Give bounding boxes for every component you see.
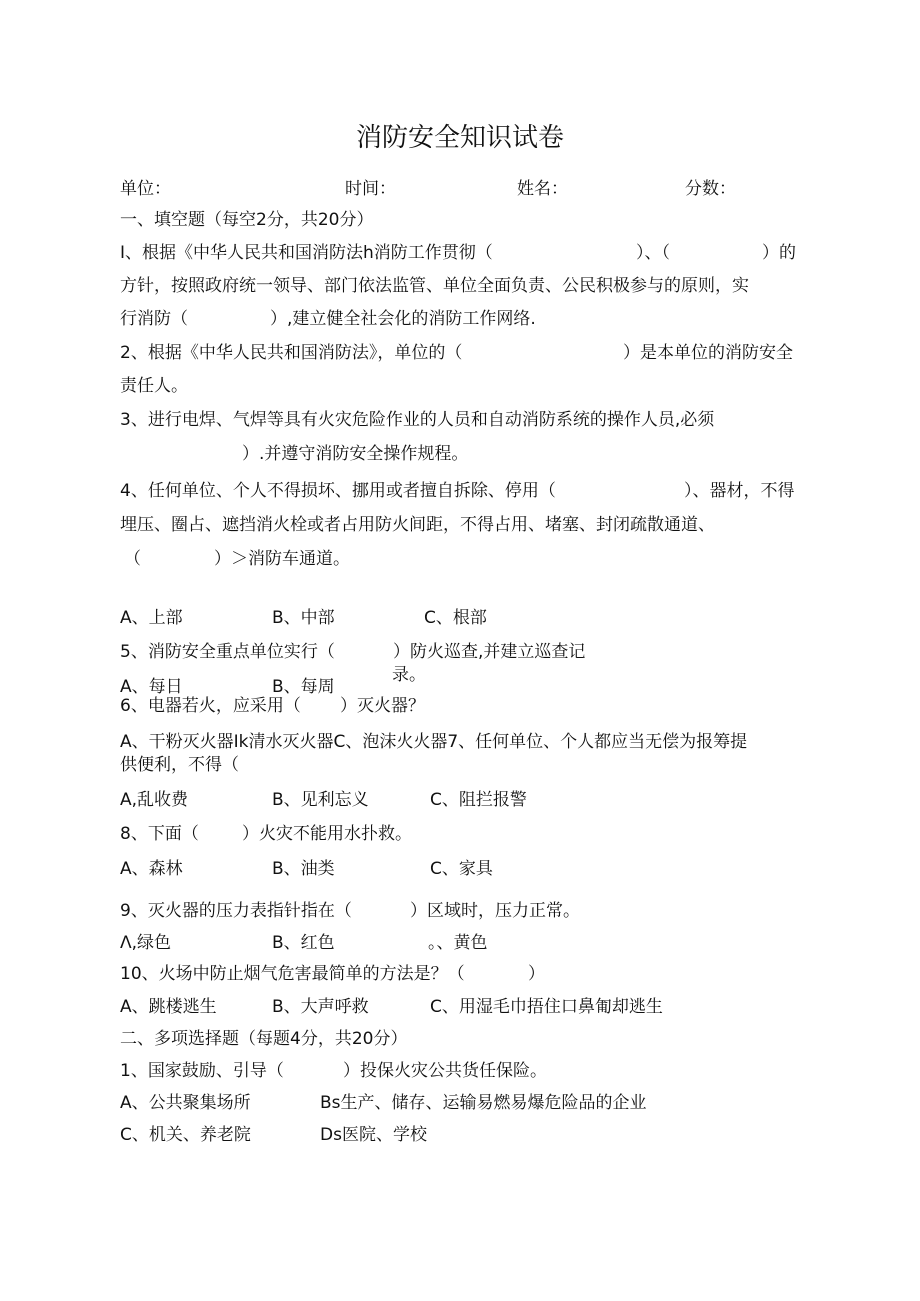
option: A、上部 [120,608,183,628]
score-label: 分数： [685,179,736,199]
question-text: 6、电器若火，应采用（ [120,696,301,716]
question-text: ）,建立健全社会化的消防工作网络. [270,309,536,329]
question-text: ）防火巡查,并建立巡查记 [393,642,586,662]
option: C、根部 [424,608,487,628]
question-text: 3、进行电焊、气焊等具有火灾危险作业的人员和自动消防系统的操作人员,必须 [120,410,715,430]
question-text: ）、（ [636,243,670,263]
question-text: ）是本单位的消防安全 [623,343,793,363]
option: B、油类 [272,859,335,879]
option: Λ,绿色 [120,933,172,953]
question-text: A、干粉灭火器Ik清水灭火器C、泡沫火火器7、任何单位、个人都应当无偿为报筹提 [120,732,748,752]
question-text: 埋压、圈占、遮挡消火栓或者占用防火间距，不得占用、堵塞、封闭疏散通道、 [120,515,715,535]
question-text: 9、灭火器的压力表指针指在（ [120,901,352,921]
option: C、用湿毛巾捂住口鼻匍却逃生 [430,997,663,1017]
option: B、大声呼救 [272,997,369,1017]
option: B、每周 [272,677,335,697]
option: B、见利忘义 [272,790,369,810]
option: B、中部 [272,608,335,628]
question-text: ）灭火器？ [340,696,425,716]
option: C、阻拦报警 [430,790,527,810]
question-text: ）、器材，不得 [684,481,795,501]
option: A、跳楼逃生 [120,997,217,1017]
question-text: 10、火场中防止烟气危害最简单的方法是？（ [120,964,465,984]
question-text: ）＞消防车通道。 [214,549,350,569]
time-label: 时间： [345,179,396,199]
option: A、公共聚集场所 [120,1093,251,1113]
unit-label: 单位： [120,179,171,199]
option: A、森林 [120,859,183,879]
question-text: 录。 [392,665,426,685]
question-text: 方针，按照政府统一领导、部门依法监管、单位全面负责、公民积极参与的原则，实 [120,276,749,296]
question-text: 1、国家鼓励、引导（ [120,1061,284,1081]
section-heading: 一、填空题（每空2分，共20分） [120,210,374,230]
question-text: （ [124,549,141,569]
question-text: 行消防（ [120,309,188,329]
page-title: 消防安全知识试卷 [355,123,564,153]
question-text: 供便利，不得（ [120,755,239,775]
question-text: 8、下面（ [120,824,199,844]
question-text: 5、消防安全重点单位实行（ [120,642,335,662]
question-text: ）的 [762,243,796,263]
question-text: 4、任何单位、个人不得损坏、挪用或者擅自拆除、停用（ [120,481,556,501]
question-text: ）投保火灾公共货任保险。 [343,1061,547,1081]
option: C、家具 [430,859,493,879]
option: A、每日 [120,677,183,697]
question-text: ）火灾不能用水扑救。 [242,824,412,844]
option: A,乱收费 [120,790,189,810]
option: 。、黄色 [428,933,488,953]
question-text: 2、根据《中华人民共和国消防法》，单位的（ [120,343,463,363]
option: B、红色 [272,933,335,953]
option: C、机关、养老院 [120,1125,251,1145]
question-text: 责任人。 [120,376,188,396]
question-text: ） [528,964,545,984]
section-heading: 二、多项选择题（每题4分，共20分） [120,1029,408,1049]
question-text: ）区域时，压力正常。 [410,901,580,921]
question-text: I、根据《中华人民共和国消防法h消防工作贯彻（ [120,243,493,263]
option: Ds医院、学校 [320,1125,427,1145]
question-text: ）.并遵守消防安全操作规程。 [242,444,469,464]
option: Bs生产、储存、运输易燃易爆危险品的企业 [320,1093,647,1113]
name-label: 姓名： [517,179,568,199]
